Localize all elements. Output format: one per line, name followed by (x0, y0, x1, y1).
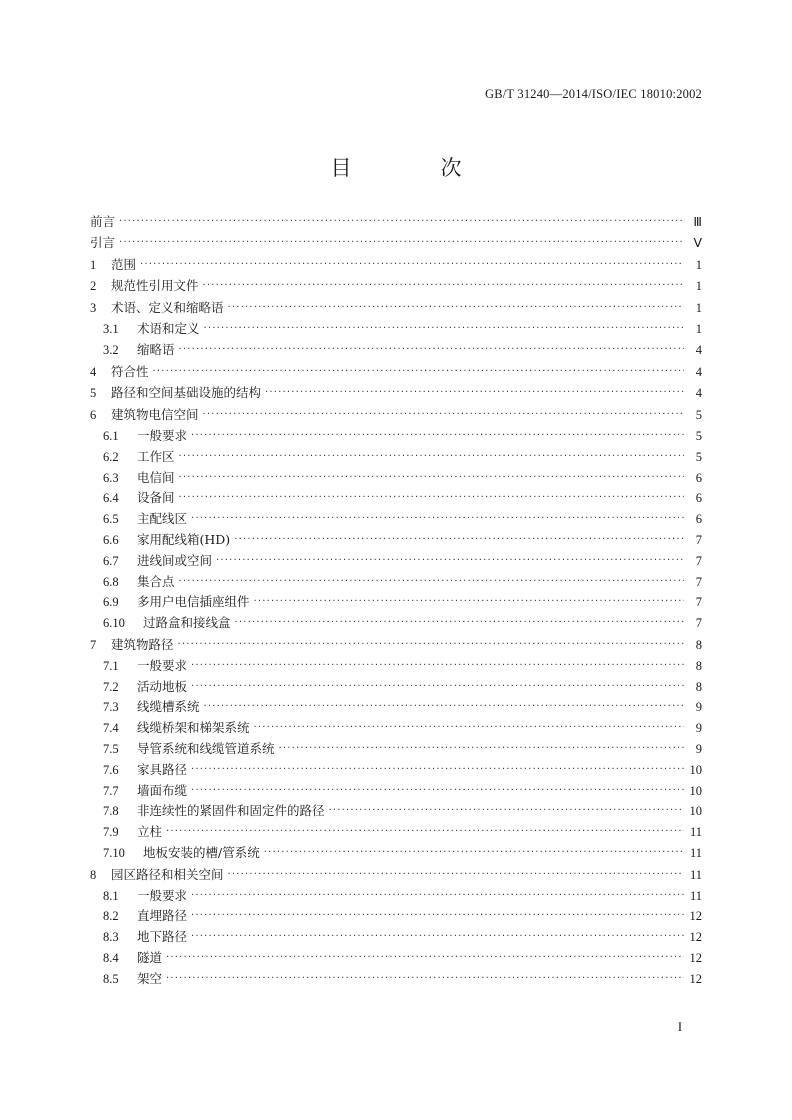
toc-entry-page: 10 (689, 804, 702, 819)
toc-entry-label: 设备间 (137, 490, 175, 506)
toc-entry[interactable] (90, 447, 702, 468)
toc-leader-dots (216, 551, 684, 572)
toc-entry-label: 路径和空间基础设施的结构 (111, 385, 262, 401)
toc-entry-label: 家具路径 (137, 761, 188, 777)
toc-leader-dots (204, 319, 684, 340)
toc-entry-number: 8.4 (103, 950, 119, 965)
toc-entry-page: 7 (695, 574, 702, 589)
toc-entry-label: 前言 (90, 214, 116, 229)
toc-entry[interactable] (90, 613, 702, 634)
toc-entry-page: 10 (689, 783, 702, 798)
toc-entry[interactable] (90, 319, 702, 340)
toc-leader-dots (166, 822, 684, 843)
toc-entry-label: 直埋路径 (137, 908, 188, 924)
toc-entry-page: Ⅲ (693, 215, 702, 229)
toc-leader-dots (191, 781, 684, 802)
toc-leader-dots (191, 886, 684, 907)
toc-entry-number: 6.3 (103, 470, 119, 485)
toc-entry-page: 12 (689, 950, 702, 965)
toc-entry[interactable] (90, 886, 702, 907)
toc-entry-page: 1 (695, 321, 702, 336)
toc-leader-dots (191, 906, 684, 927)
toc-entry-number: 7.1 (103, 658, 119, 673)
toc-entry-page: 7 (695, 532, 702, 547)
toc-entry-number: 6.10 (103, 616, 125, 631)
toc-entry-page: 5 (695, 408, 702, 423)
toc-entry-label: 地下路径 (137, 929, 188, 945)
toc-entry-label: 墙面布缆 (137, 782, 188, 798)
toc-entry[interactable] (90, 340, 702, 361)
toc-leader-dots (279, 739, 684, 760)
toc-leader-dots (140, 255, 684, 276)
toc-entry[interactable] (90, 551, 702, 572)
toc-entry-label: 主配线区 (137, 511, 188, 527)
toc-entry[interactable] (90, 865, 702, 886)
toc-entry-label: 地板安装的槽/管系统 (143, 844, 260, 860)
toc-entry-number: 3 (90, 301, 97, 316)
toc-entry-label: 一般要求 (137, 427, 188, 443)
toc-entry[interactable] (90, 822, 702, 843)
toc-leader-dots (254, 592, 684, 613)
toc-entry-number: 1 (90, 257, 97, 272)
toc-entry-label: 缩略语 (137, 341, 175, 357)
toc-entry-label: 建筑物路径 (111, 636, 174, 652)
page-title: 目 次 (330, 156, 496, 180)
toc-leader-dots (234, 530, 684, 551)
toc-entry-label: 进线间或空间 (137, 552, 213, 568)
toc-entry-number: 6.4 (103, 491, 119, 506)
toc-entry-page: 6 (695, 491, 702, 506)
toc-leader-dots (264, 843, 684, 864)
toc-entry[interactable] (90, 592, 702, 613)
toc-entry-page: 11 (689, 845, 702, 860)
toc-entry-number: 7.8 (103, 804, 119, 819)
toc-entry[interactable] (90, 843, 702, 864)
toc-entry-label: 线缆桥架和梯架系统 (137, 720, 250, 736)
toc-entry-page: 8 (695, 658, 702, 673)
toc-entry-label: 活动地板 (137, 678, 188, 694)
toc-entry-label: 术语、定义和缩略语 (111, 300, 224, 316)
table-of-contents (90, 212, 702, 989)
toc-leader-dots (191, 509, 684, 530)
toc-entry[interactable] (90, 298, 702, 319)
toc-entry-label: 建筑物电信空间 (111, 407, 199, 423)
toc-leader-dots (329, 801, 684, 822)
toc-entry-number: 8.2 (103, 909, 119, 924)
toc-leader-dots (191, 677, 684, 698)
toc-entry-page: 8 (695, 679, 702, 694)
toc-leader-dots (179, 572, 684, 593)
toc-entry[interactable] (90, 405, 702, 426)
toc-entry-number: 7.3 (103, 700, 119, 715)
toc-entry[interactable] (90, 760, 702, 781)
toc-entry-label: 隧道 (137, 949, 163, 965)
toc-entry-label: 家用配线箱(HD) (137, 531, 231, 547)
toc-entry-page: 6 (695, 512, 702, 527)
standard-code-header: GB/T 31240—2014/ISO/IEC 18010:2002 (485, 87, 702, 101)
toc-entry[interactable] (90, 781, 702, 802)
toc-entry-number: 8.5 (103, 971, 119, 986)
toc-leader-dots (119, 233, 684, 254)
toc-leader-dots (153, 362, 684, 383)
toc-leader-dots (179, 340, 684, 361)
toc-entry[interactable] (90, 969, 702, 990)
toc-entry-page: 1 (695, 301, 702, 316)
toc-entry-number: 2 (90, 279, 97, 294)
toc-leader-dots (178, 635, 684, 656)
toc-entry[interactable] (90, 739, 702, 760)
toc-entry-label: 引言 (90, 234, 116, 250)
toc-leader-dots (119, 212, 684, 233)
toc-entry-page: 7 (695, 595, 702, 610)
toc-entry-label: 电信间 (137, 469, 175, 485)
toc-entry[interactable] (90, 948, 702, 969)
toc-entry-number: 8.1 (103, 888, 119, 903)
toc-entry-page: 4 (695, 342, 702, 357)
toc-entry[interactable] (90, 383, 702, 404)
toc-leader-dots (179, 488, 684, 509)
toc-entry[interactable] (90, 697, 702, 718)
toc-entry-page: 12 (689, 909, 702, 924)
toc-entry-label: 工作区 (137, 448, 175, 464)
toc-leader-dots (166, 969, 684, 990)
toc-entry-label: 规范性引用文件 (111, 278, 199, 294)
toc-entry[interactable] (90, 635, 702, 656)
toc-entry[interactable] (90, 801, 702, 822)
toc-entry-label: 过路盒和接线盒 (143, 615, 231, 631)
toc-entry[interactable] (90, 530, 702, 551)
toc-entry-number: 6.7 (103, 553, 119, 568)
toc-entry-number: 7.7 (103, 783, 119, 798)
toc-entry[interactable] (90, 509, 702, 530)
toc-entry-number: 6.2 (103, 449, 119, 464)
toc-entry-number: 7.9 (103, 825, 119, 840)
toc-entry-number: 7.6 (103, 762, 119, 777)
toc-entry-page: 4 (695, 364, 702, 379)
toc-entry-number: 8 (90, 867, 97, 882)
toc-entry-label: 范围 (111, 256, 137, 272)
toc-leader-dots (204, 697, 684, 718)
toc-entry-page: 12 (689, 971, 702, 986)
toc-entry[interactable] (90, 233, 702, 254)
toc-entry-label: 导管系统和线缆管道系统 (137, 740, 275, 756)
toc-entry-number: 6.1 (103, 428, 119, 443)
toc-entry-number: 6.6 (103, 532, 119, 547)
toc-entry[interactable] (90, 718, 702, 739)
toc-entry-page: 10 (689, 762, 702, 777)
toc-entry-page: 7 (695, 616, 702, 631)
toc-leader-dots (191, 656, 684, 677)
toc-entry-number: 4 (90, 364, 97, 379)
toc-entry[interactable] (90, 927, 702, 948)
toc-entry-number: 3.2 (103, 342, 119, 357)
toc-entry[interactable] (90, 488, 702, 509)
toc-entry-number: 7.2 (103, 679, 119, 694)
toc-entry[interactable] (90, 362, 702, 383)
toc-entry-label: 一般要求 (137, 887, 188, 903)
toc-entry-page: 9 (695, 700, 702, 715)
toc-leader-dots (265, 383, 684, 404)
toc-leader-dots (228, 298, 684, 319)
toc-entry-label: 非连续性的紧固件和固定件的路径 (137, 803, 325, 819)
toc-entry[interactable] (90, 572, 702, 593)
toc-entry-page: 9 (695, 721, 702, 736)
toc-entry-page: 5 (695, 428, 702, 443)
toc-leader-dots (166, 948, 684, 969)
toc-entry-label: 立柱 (137, 824, 163, 840)
toc-leader-dots (203, 276, 684, 297)
toc-entry-page: 4 (695, 386, 702, 401)
toc-leader-dots (179, 447, 684, 468)
toc-entry[interactable] (90, 468, 702, 489)
toc-leader-dots (203, 405, 684, 426)
toc-entry-number: 7.5 (103, 741, 119, 756)
toc-entry-label: 园区路径和相关空间 (111, 866, 224, 882)
toc-entry[interactable] (90, 276, 702, 297)
toc-entry-label: 架空 (137, 970, 163, 986)
toc-entry[interactable] (90, 212, 702, 233)
toc-leader-dots (191, 426, 684, 447)
toc-entry-page: 8 (695, 637, 702, 652)
toc-entry-label: 线缆槽系统 (137, 699, 200, 715)
toc-entry-page: 12 (689, 930, 702, 945)
toc-entry-page: Ⅴ (693, 235, 702, 250)
toc-entry-label: 术语和定义 (137, 320, 200, 336)
toc-leader-dots (191, 927, 684, 948)
toc-entry-number: 7.10 (103, 845, 125, 860)
page-number: I (677, 1020, 682, 1034)
toc-entry[interactable] (90, 677, 702, 698)
toc-entry-page: 7 (695, 553, 702, 568)
toc-entry[interactable] (90, 656, 702, 677)
toc-entry[interactable] (90, 906, 702, 927)
toc-entry-label: 符合性 (111, 363, 149, 379)
toc-entry-page: 1 (695, 279, 702, 294)
toc-entry-page: 11 (689, 825, 702, 840)
toc-entry-page: 11 (689, 888, 702, 903)
toc-entry-number: 7.4 (103, 721, 119, 736)
toc-leader-dots (191, 760, 684, 781)
toc-entry-label: 集合点 (137, 573, 175, 589)
toc-entry-number: 7 (90, 637, 97, 652)
toc-entry[interactable] (90, 255, 702, 276)
toc-entry-number: 6.9 (103, 595, 119, 610)
toc-entry-number: 3.1 (103, 321, 119, 336)
toc-entry-page: 9 (695, 741, 702, 756)
toc-entry-page: 1 (695, 257, 702, 272)
toc-entry-number: 6.8 (103, 574, 119, 589)
toc-entry-number: 5 (90, 386, 97, 401)
toc-leader-dots (254, 718, 684, 739)
toc-entry-number: 6 (90, 408, 97, 423)
toc-leader-dots (179, 468, 684, 489)
toc-entry-page: 11 (689, 867, 702, 882)
toc-entry-label: 一般要求 (137, 657, 188, 673)
toc-entry-number: 6.5 (103, 512, 119, 527)
toc-entry-label: 多用户电信插座组件 (137, 594, 250, 610)
toc-leader-dots (228, 865, 684, 886)
toc-leader-dots (235, 613, 684, 634)
toc-entry-number: 8.3 (103, 930, 119, 945)
toc-entry-page: 5 (695, 449, 702, 464)
toc-entry-page: 6 (695, 470, 702, 485)
toc-entry[interactable] (90, 426, 702, 447)
